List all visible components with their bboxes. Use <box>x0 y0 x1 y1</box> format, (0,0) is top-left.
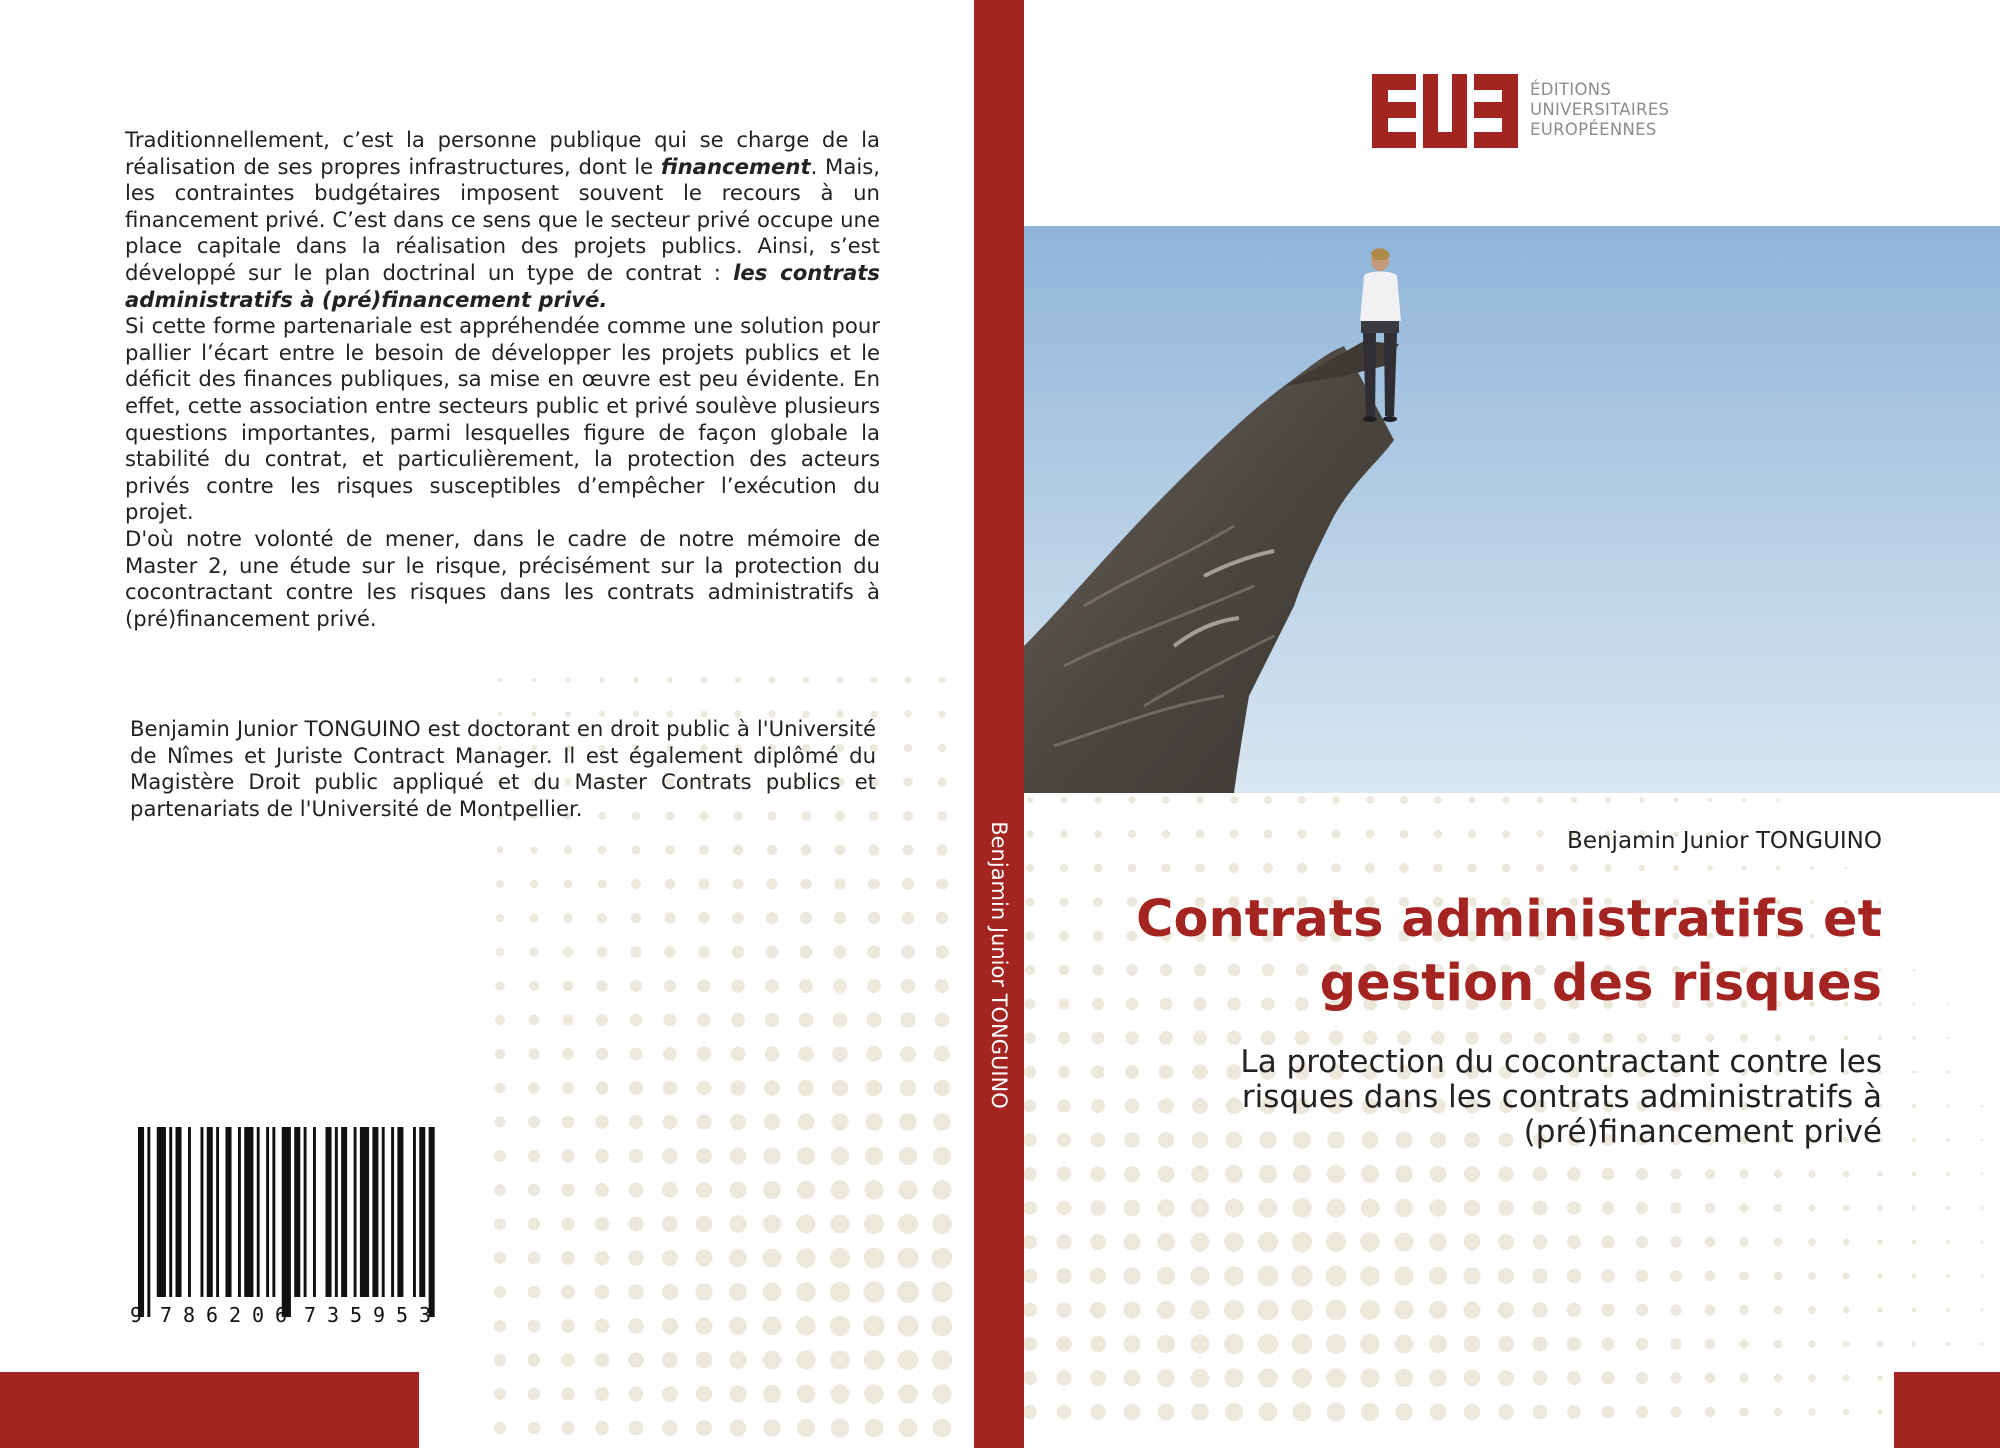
back-cover-blurb <box>125 127 880 632</box>
isbn-digit: 0 <box>252 1303 265 1327</box>
barcode-bar <box>176 1127 182 1297</box>
barcode-bar <box>216 1127 219 1297</box>
spine-author: Benjamin Junior TONGUINO <box>987 821 1011 1109</box>
isbn-digit: 3 <box>419 1303 432 1327</box>
barcode-bar <box>282 1127 291 1317</box>
barcode-bar <box>413 1127 416 1297</box>
publisher-name: ÉDITIONS UNIVERSITAIRES EUROPÉENNES <box>1530 80 1670 139</box>
barcode-bar <box>397 1127 403 1297</box>
isbn-digit: 9 <box>130 1303 143 1327</box>
front-author-name: Benjamin Junior TONGUINO <box>1567 828 1882 854</box>
blurb-paragraph-1: Traditionnellement, c’est la personne publique qui se charge de la réalisation de ses propres infrastructures, dont le financement. Mais, les contraintes budgétaires imposent souvent le recours à un financement privé. C’est dans ce sens que le secteur privé occupe une place capitale dans la réalisation des projets publics. Ainsi, s’est développé sur le plan doctrinal un type de contrat : les contrats administratifs à (pré)financement privé. <box>125 127 880 312</box>
barcode-bar <box>419 1127 425 1297</box>
barcode-bar <box>257 1127 260 1297</box>
back-bottom-red-band <box>0 1372 419 1448</box>
isbn-digit: 7 <box>160 1303 173 1327</box>
barcode-bar <box>266 1127 269 1297</box>
isbn-digit: 5 <box>396 1303 409 1327</box>
barcode-bar <box>326 1127 332 1297</box>
isbn-digit: 9 <box>373 1303 386 1327</box>
blurb-paragraph-3: D'où notre volonté de mener, dans le cadre de notre mémoire de Master 2, une étude sur le risque, précisément sur la protection du cocontractant contre les risques dans les contrats administratifs à (pré)financement privé. <box>125 525 880 631</box>
isbn-digit: 3 <box>327 1303 340 1327</box>
barcode-bar <box>429 1127 435 1317</box>
book-subtitle: La protection du cocontractant contre les risques dans les contrats administratifs à (pré)financement privé <box>1240 1044 1882 1150</box>
barcode-bar <box>226 1127 232 1297</box>
isbn-digit: 2 <box>229 1303 242 1327</box>
barcode-bar <box>372 1127 378 1297</box>
book-title: Contrats administratifs et gestion des risques <box>1136 890 1882 1013</box>
barcode-bar <box>244 1127 253 1297</box>
publisher-logo <box>1372 74 1668 154</box>
barcode-bar <box>201 1127 204 1297</box>
isbn-digit: 6 <box>275 1303 288 1327</box>
eue-logo-mark-icon <box>1372 74 1518 148</box>
barcode-bar <box>138 1127 144 1317</box>
isbn-barcode <box>130 1127 440 1327</box>
author-bio: Benjamin Junior TONGUINO est doctorant en droit public à l'Université de Nîmes et Juriste Contract Manager. Il est également diplômé du Magistère Droit public appliqué et du Master Contrats publics et partenariats de l'Université de Montpellier. <box>130 716 876 821</box>
isbn-digit: 8 <box>183 1303 196 1327</box>
barcode-bar <box>313 1127 316 1297</box>
isbn-digit: 6 <box>206 1303 219 1327</box>
barcode-bar <box>272 1127 275 1297</box>
blurb-emphasis-financement: financement <box>660 153 811 179</box>
barcode-bar <box>207 1127 213 1297</box>
barcode-bar <box>294 1127 300 1297</box>
barcode-bar <box>147 1127 150 1317</box>
barcode-bar <box>354 1127 357 1297</box>
barcode-bar <box>238 1127 241 1297</box>
barcode-bar <box>335 1127 338 1297</box>
blurb-emphasis-contrats: les contrats administratifs à (pré)financement privé. <box>125 259 880 312</box>
barcode-bar <box>341 1127 347 1297</box>
isbn-digit: 5 <box>350 1303 363 1327</box>
blurb-paragraph-2: Si cette forme partenariale est appréhendée comme une solution pour pallier l’écart entre le besoin de développer les projets publics et le déficit des finances publiques, sa mise en œuvre est peu évidente. En effet, cette association entre secteurs public et privé soulève plusieurs questions importantes, parmi lesquelles figure de façon globale la stabilité du contrat, et particulièrement, la protection des acteurs privés contre les risques susceptibles d’empêcher l’exécution du projet. <box>125 313 880 525</box>
front-bottom-red-band <box>1894 1372 2000 1448</box>
barcode-bars <box>138 1127 438 1317</box>
barcode-bar <box>157 1127 166 1297</box>
spine <box>974 0 1024 1448</box>
barcode-bar <box>360 1127 369 1297</box>
barcode-bar <box>382 1127 385 1297</box>
barcode-bar <box>188 1127 191 1297</box>
barcode-bar <box>391 1127 394 1297</box>
isbn-digit: 7 <box>304 1303 317 1327</box>
cover-photo-woman-on-cliff <box>1024 226 2000 793</box>
barcode-bar <box>169 1127 172 1297</box>
barcode-bar <box>304 1127 307 1297</box>
